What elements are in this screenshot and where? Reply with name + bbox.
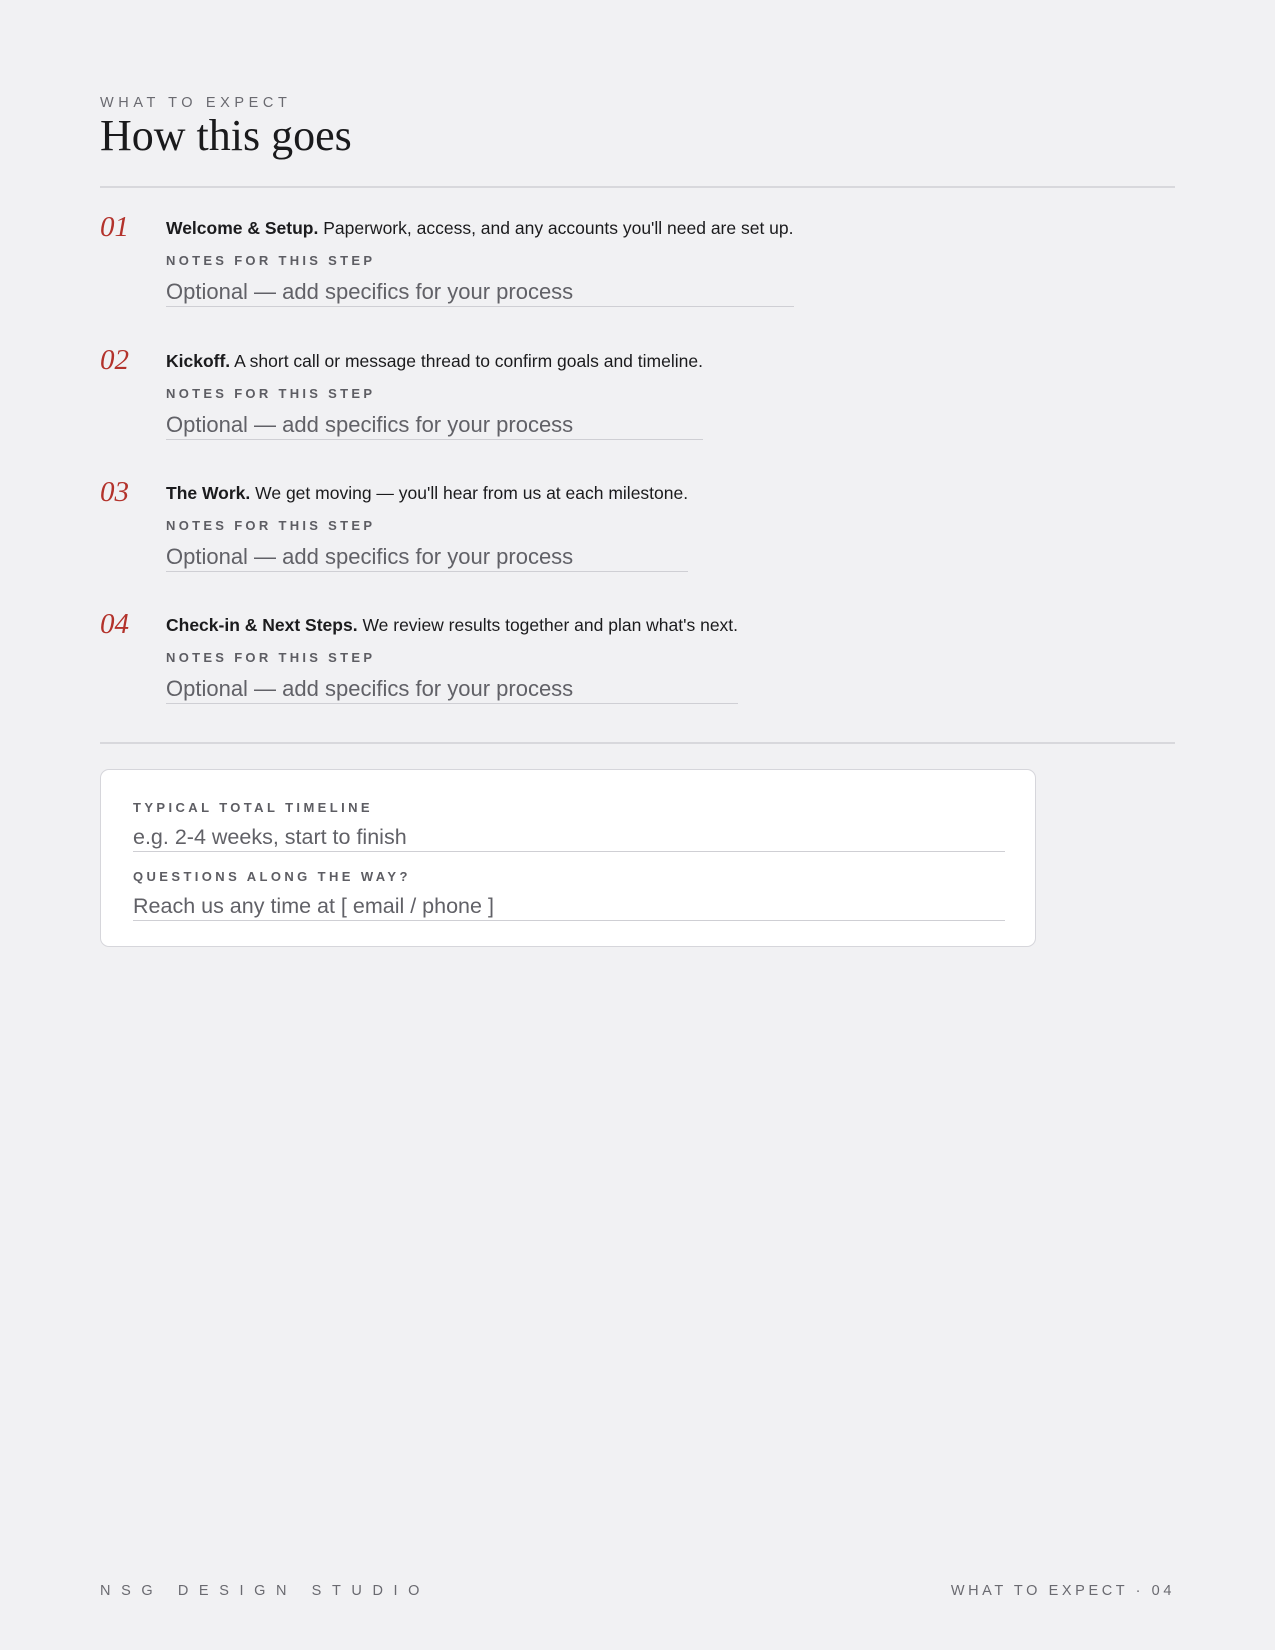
step-title: Kickoff. (166, 351, 231, 371)
step-description: We review results together and plan what's next. (362, 615, 739, 635)
step-number: 03 (100, 476, 129, 508)
step-title: The Work. (166, 483, 251, 503)
step-text (166, 482, 688, 504)
footer-page-label: WHAT TO EXPECT · 04 (950, 1583, 1175, 1599)
step-notes-input[interactable]: Optional — add specifics for your process (166, 675, 738, 704)
step-number: 02 (100, 344, 129, 376)
step-body (166, 350, 703, 440)
step-text (166, 350, 703, 372)
step-number: 01 (100, 211, 129, 243)
notes-label: NOTES FOR THIS STEP (166, 518, 376, 533)
timeline-input[interactable]: e.g. 2-4 weeks, start to finish (133, 824, 1005, 852)
notes-label: NOTES FOR THIS STEP (166, 386, 376, 401)
step-description: We get moving — you'll hear from us at each milestone. (255, 483, 689, 503)
step-text (166, 217, 794, 239)
step-title: Welcome & Setup. (166, 218, 319, 238)
step-notes-input[interactable]: Optional — add specifics for your process (166, 411, 703, 440)
step-title: Check-in & Next Steps. (166, 615, 358, 635)
section-eyebrow: WHAT TO EXPECT (100, 95, 292, 111)
step-description: Paperwork, access, and any accounts you'll need are set up. (323, 218, 794, 238)
top-divider (100, 186, 1175, 188)
notes-label: NOTES FOR THIS STEP (166, 650, 376, 665)
step-body (166, 482, 688, 572)
summary-card (100, 769, 1036, 947)
questions-label: QUESTIONS ALONG THE WAY? (133, 869, 411, 884)
step-body (166, 614, 738, 704)
contact-input[interactable]: Reach us any time at [ email / phone ] (133, 893, 1005, 921)
timeline-label: TYPICAL TOTAL TIMELINE (133, 800, 373, 815)
step-notes-input[interactable]: Optional — add specifics for your process (166, 278, 794, 307)
step-number: 04 (100, 608, 129, 640)
bottom-divider (100, 742, 1175, 744)
step-notes-input[interactable]: Optional — add specifics for your process (166, 543, 688, 572)
page-title: How this goes (100, 111, 352, 160)
notes-label: NOTES FOR THIS STEP (166, 253, 376, 268)
footer-studio-name: NSG DESIGN STUDIO (100, 1583, 431, 1599)
step-description: A short call or message thread to confirm goals and timeline. (234, 351, 703, 371)
step-text (166, 614, 738, 636)
step-body (166, 217, 794, 307)
